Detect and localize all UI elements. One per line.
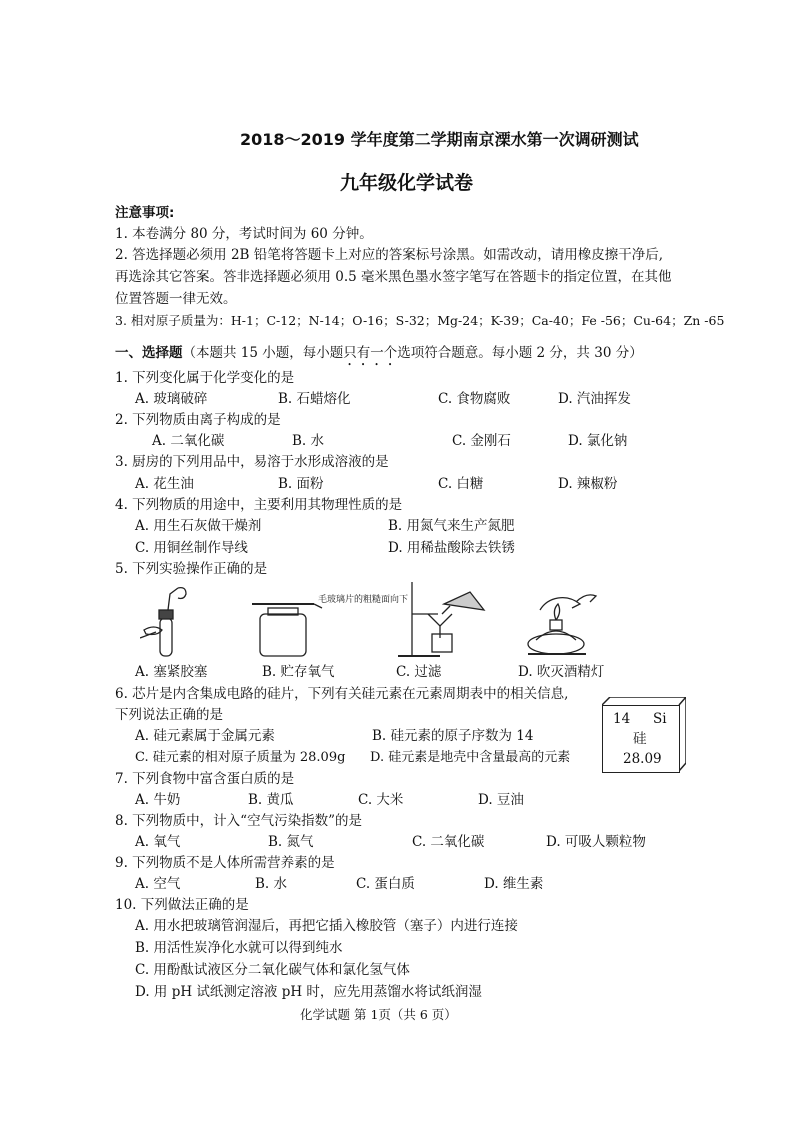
question-4-stem: 4. 下列物质的用途中，主要利用其物理性质的是 <box>115 497 403 513</box>
section-title: 一、选择题 <box>115 345 183 361</box>
q7-option-a: A. 牛奶 <box>135 792 181 808</box>
page-footer: 化学试题 第 1页（共 6 页） <box>300 1007 457 1022</box>
section-heading <box>115 344 643 369</box>
q1-option-a: A. 玻璃破碎 <box>135 391 208 407</box>
q2-option-d: D. 氯化钠 <box>568 433 628 449</box>
question-9-stem: 9. 下列物质不是人体所需营养素的是 <box>115 855 335 871</box>
q5-option-a: A. 塞紧胶塞 <box>135 664 208 680</box>
q1-option-d: D. 汽油挥发 <box>558 391 631 407</box>
q8-option-b: B. 氮气 <box>268 834 314 850</box>
q9-option-a: A. 空气 <box>135 876 181 892</box>
alcohol-lamp-figure <box>528 595 596 654</box>
notes-heading: 注意事项: <box>115 205 175 221</box>
q1-option-b: B. 石蜡熔化 <box>278 391 351 407</box>
question-6-stem-2: 下列说法正确的是 <box>115 707 223 723</box>
q6-option-a: A. 硅元素属于金属元素 <box>135 728 275 744</box>
note-2-line1: 2. 答选择题必须用 2B 铅笔将答题卡上对应的答案标号涂黑。如需改动，请用橡皮擦干净后, <box>115 247 664 263</box>
exam-subtitle: 九年级化学试卷 <box>340 172 474 194</box>
question-8-stem: 8. 下列物质中，计入“空气污染指数”的是 <box>115 813 362 829</box>
q4-option-d: D. 用稀盐酸除去铁锈 <box>388 540 515 556</box>
q7-option-b: B. 黄瓜 <box>248 792 294 808</box>
q9-option-c: C. 蛋白质 <box>356 876 415 892</box>
exam-title: 2018～2019 学年度第二学期南京溧水第一次调研测试 <box>240 130 639 149</box>
q1-option-c: C. 食物腐败 <box>438 391 511 407</box>
q10-option-c: C. 用酚酞试液区分二氧化碳气体和氯化氢气体 <box>135 962 410 978</box>
gas-jar-figure <box>252 604 322 656</box>
element-atomic-number: 14 <box>613 711 631 727</box>
q2-option-b: B. 水 <box>292 433 325 449</box>
q5-option-c: C. 过滤 <box>396 664 442 680</box>
filtration-figure <box>398 582 484 656</box>
q6-option-c: C. 硅元素的相对原子质量为 28.09g <box>135 750 346 765</box>
q7-option-d: D. 豆油 <box>478 792 524 808</box>
q3-option-b: B. 面粉 <box>278 476 324 492</box>
note-2-line2: 再选涂其它答案。答非选择题必须用 0.5 毫米黑色墨水签字笔写在答题卡的指定位置，在其他 <box>115 269 672 285</box>
q8-option-a: A. 氧气 <box>135 834 181 850</box>
q2-option-c: C. 金刚石 <box>452 433 511 449</box>
q3-option-a: A. 花生油 <box>135 476 194 492</box>
q9-option-b: B. 水 <box>255 876 288 892</box>
q3-option-c: C. 白糖 <box>438 476 484 492</box>
section-desc-b: 选项符合题意。每小题 2 分，共 30 分） <box>397 345 643 361</box>
q4-option-a: A. 用生石灰做干燥剂 <box>135 518 262 534</box>
q6-option-d: D. 硅元素是地壳中含量最高的元素 <box>370 750 571 765</box>
element-symbol: Si <box>653 711 667 727</box>
q6-option-b: B. 硅元素的原子序数为 14 <box>372 728 534 744</box>
note-3: 3. 相对原子质量为：H-1；C-12；N-14；O-16；S-32；Mg-24；K-39；Ca-40；Fe -56；Cu-64；Zn -65 <box>115 313 725 328</box>
question-1-stem: 1. 下列变化属于化学变化的是 <box>115 370 295 386</box>
element-name: 硅 <box>633 731 647 747</box>
q7-option-c: C. 大米 <box>358 792 404 808</box>
section-desc-a: （本题共 15 小题，每小题 <box>182 345 344 361</box>
q2-option-a: A. 二氧化碳 <box>152 433 225 449</box>
question-5-stem: 5. 下列实验操作正确的是 <box>115 561 268 577</box>
q10-option-b: B. 用活性炭净化水就可以得到纯水 <box>135 940 343 956</box>
q5-option-b: B. 贮存氧气 <box>262 664 335 680</box>
q4-option-c: C. 用铜丝制作导线 <box>135 540 248 556</box>
q5-option-d: D. 吹灭酒精灯 <box>518 664 605 680</box>
q4-option-b: B. 用氮气来生产氮肥 <box>388 518 515 534</box>
q8-option-d: D. 可吸人颗粒物 <box>546 834 646 850</box>
q10-option-a: A. 用水把玻璃管润湿后，再把它插入橡胶管（塞子）内进行连接 <box>135 918 518 934</box>
element-card-face <box>602 705 680 773</box>
gas-jar-caption: 毛玻璃片的粗糙面向下 <box>318 595 409 605</box>
silicon-element-card <box>602 697 684 771</box>
note-2-line3: 位置答题一律无效。 <box>115 291 237 307</box>
q9-option-d: D. 维生素 <box>484 876 544 892</box>
question-3-stem: 3. 厨房的下列用品中，易溶于水形成溶液的是 <box>115 454 389 470</box>
q5-figures <box>140 580 620 660</box>
note-1: 1. 本卷满分 80 分，考试时间为 60 分钟。 <box>115 226 373 242</box>
question-6-stem: 6. 芯片是内含集成电路的硅片，下列有关硅元素在元素周期表中的相关信息, <box>115 686 569 702</box>
q3-option-d: D. 辣椒粉 <box>558 476 618 492</box>
stopper-tube-figure <box>140 588 186 656</box>
question-10-stem: 10. 下列做法正确的是 <box>115 897 249 913</box>
section-desc-emphasis: 只有一个 <box>343 345 398 361</box>
element-atomic-mass: 28.09 <box>623 751 662 767</box>
question-7-stem: 7. 下列食物中富含蛋白质的是 <box>115 771 295 787</box>
question-2-stem: 2. 下列物质由离子构成的是 <box>115 412 281 428</box>
q10-option-d: D. 用 pH 试纸测定溶液 pH 时，应先用蒸馏水将试纸润湿 <box>135 984 482 1000</box>
q8-option-c: C. 二氧化碳 <box>412 834 485 850</box>
